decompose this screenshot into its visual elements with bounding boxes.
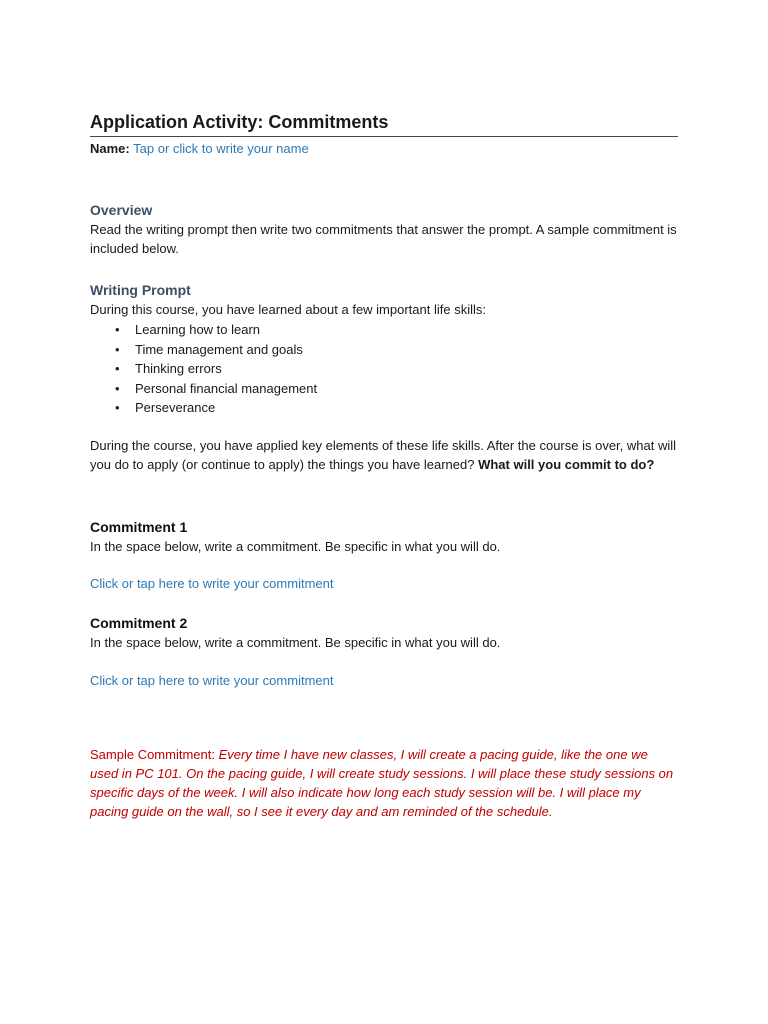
list-item: • Perseverance bbox=[135, 398, 678, 418]
skills-list bbox=[90, 320, 678, 418]
sample-commitment-label: Sample Commitment: bbox=[90, 746, 219, 762]
list-item: • Thinking errors bbox=[135, 359, 678, 379]
spacer bbox=[90, 652, 678, 671]
spacer bbox=[90, 158, 678, 200]
question-text: During the course, you have applied key elements of these life skills. After the course is over, what will you do to apply (or continue to apply) the things you have learned? bbox=[90, 437, 677, 472]
overview-heading: Overview bbox=[90, 202, 153, 218]
name-input-placeholder[interactable]: Tap or click to write your name bbox=[133, 141, 309, 156]
commitment-1-instruction: In the space below, write a commitment. Be specific in what you will do. bbox=[90, 538, 501, 554]
writing-prompt-heading: Writing Prompt bbox=[90, 282, 191, 298]
document-content bbox=[90, 110, 678, 821]
name-line bbox=[90, 140, 678, 158]
commitment-1-input-placeholder[interactable]: Click or tap here to write your commitment bbox=[90, 575, 334, 591]
spacer bbox=[90, 593, 678, 613]
sample-commitment-text: Every time I have new classes, I will create a pacing guide, like the one we used in PC 101. On the pacing guide, I will create study sessions. I will place these study sessions on specific days of the week. I will also indicate how long each study session will be. I will place my pacing guide on the wall, so I see it every day and am reminded of the schedule. bbox=[90, 746, 674, 819]
commitment-2-input-placeholder[interactable]: Click or tap here to write your commitment bbox=[90, 672, 334, 688]
overview-text: Read the writing prompt then write two commitments that answer the prompt. A sample commitment is included below. bbox=[90, 222, 677, 256]
sample-commitment bbox=[90, 745, 678, 821]
list-item: • Personal financial management bbox=[135, 379, 678, 399]
spacer bbox=[90, 474, 678, 517]
commitment-2-instruction: In the space below, write a commitment. Be specific in what you will do. bbox=[90, 634, 501, 650]
commitment-2-heading: Commitment 2 bbox=[90, 614, 188, 631]
spacer bbox=[90, 690, 678, 745]
spacer bbox=[90, 418, 678, 436]
document-title: Application Activity: Commitments bbox=[90, 110, 678, 137]
writing-prompt-intro: During this course, you have learned about a few important life skills: bbox=[90, 302, 486, 317]
list-item: • Time management and goals bbox=[135, 340, 678, 360]
list-item: • Learning how to learn bbox=[135, 320, 678, 340]
question-bold-text: What will you commit to do? bbox=[478, 456, 655, 472]
name-label: Name: bbox=[90, 141, 130, 156]
spacer bbox=[90, 556, 678, 574]
spacer bbox=[90, 258, 678, 280]
commitment-1-heading: Commitment 1 bbox=[90, 518, 188, 535]
writing-prompt-question bbox=[90, 436, 678, 474]
